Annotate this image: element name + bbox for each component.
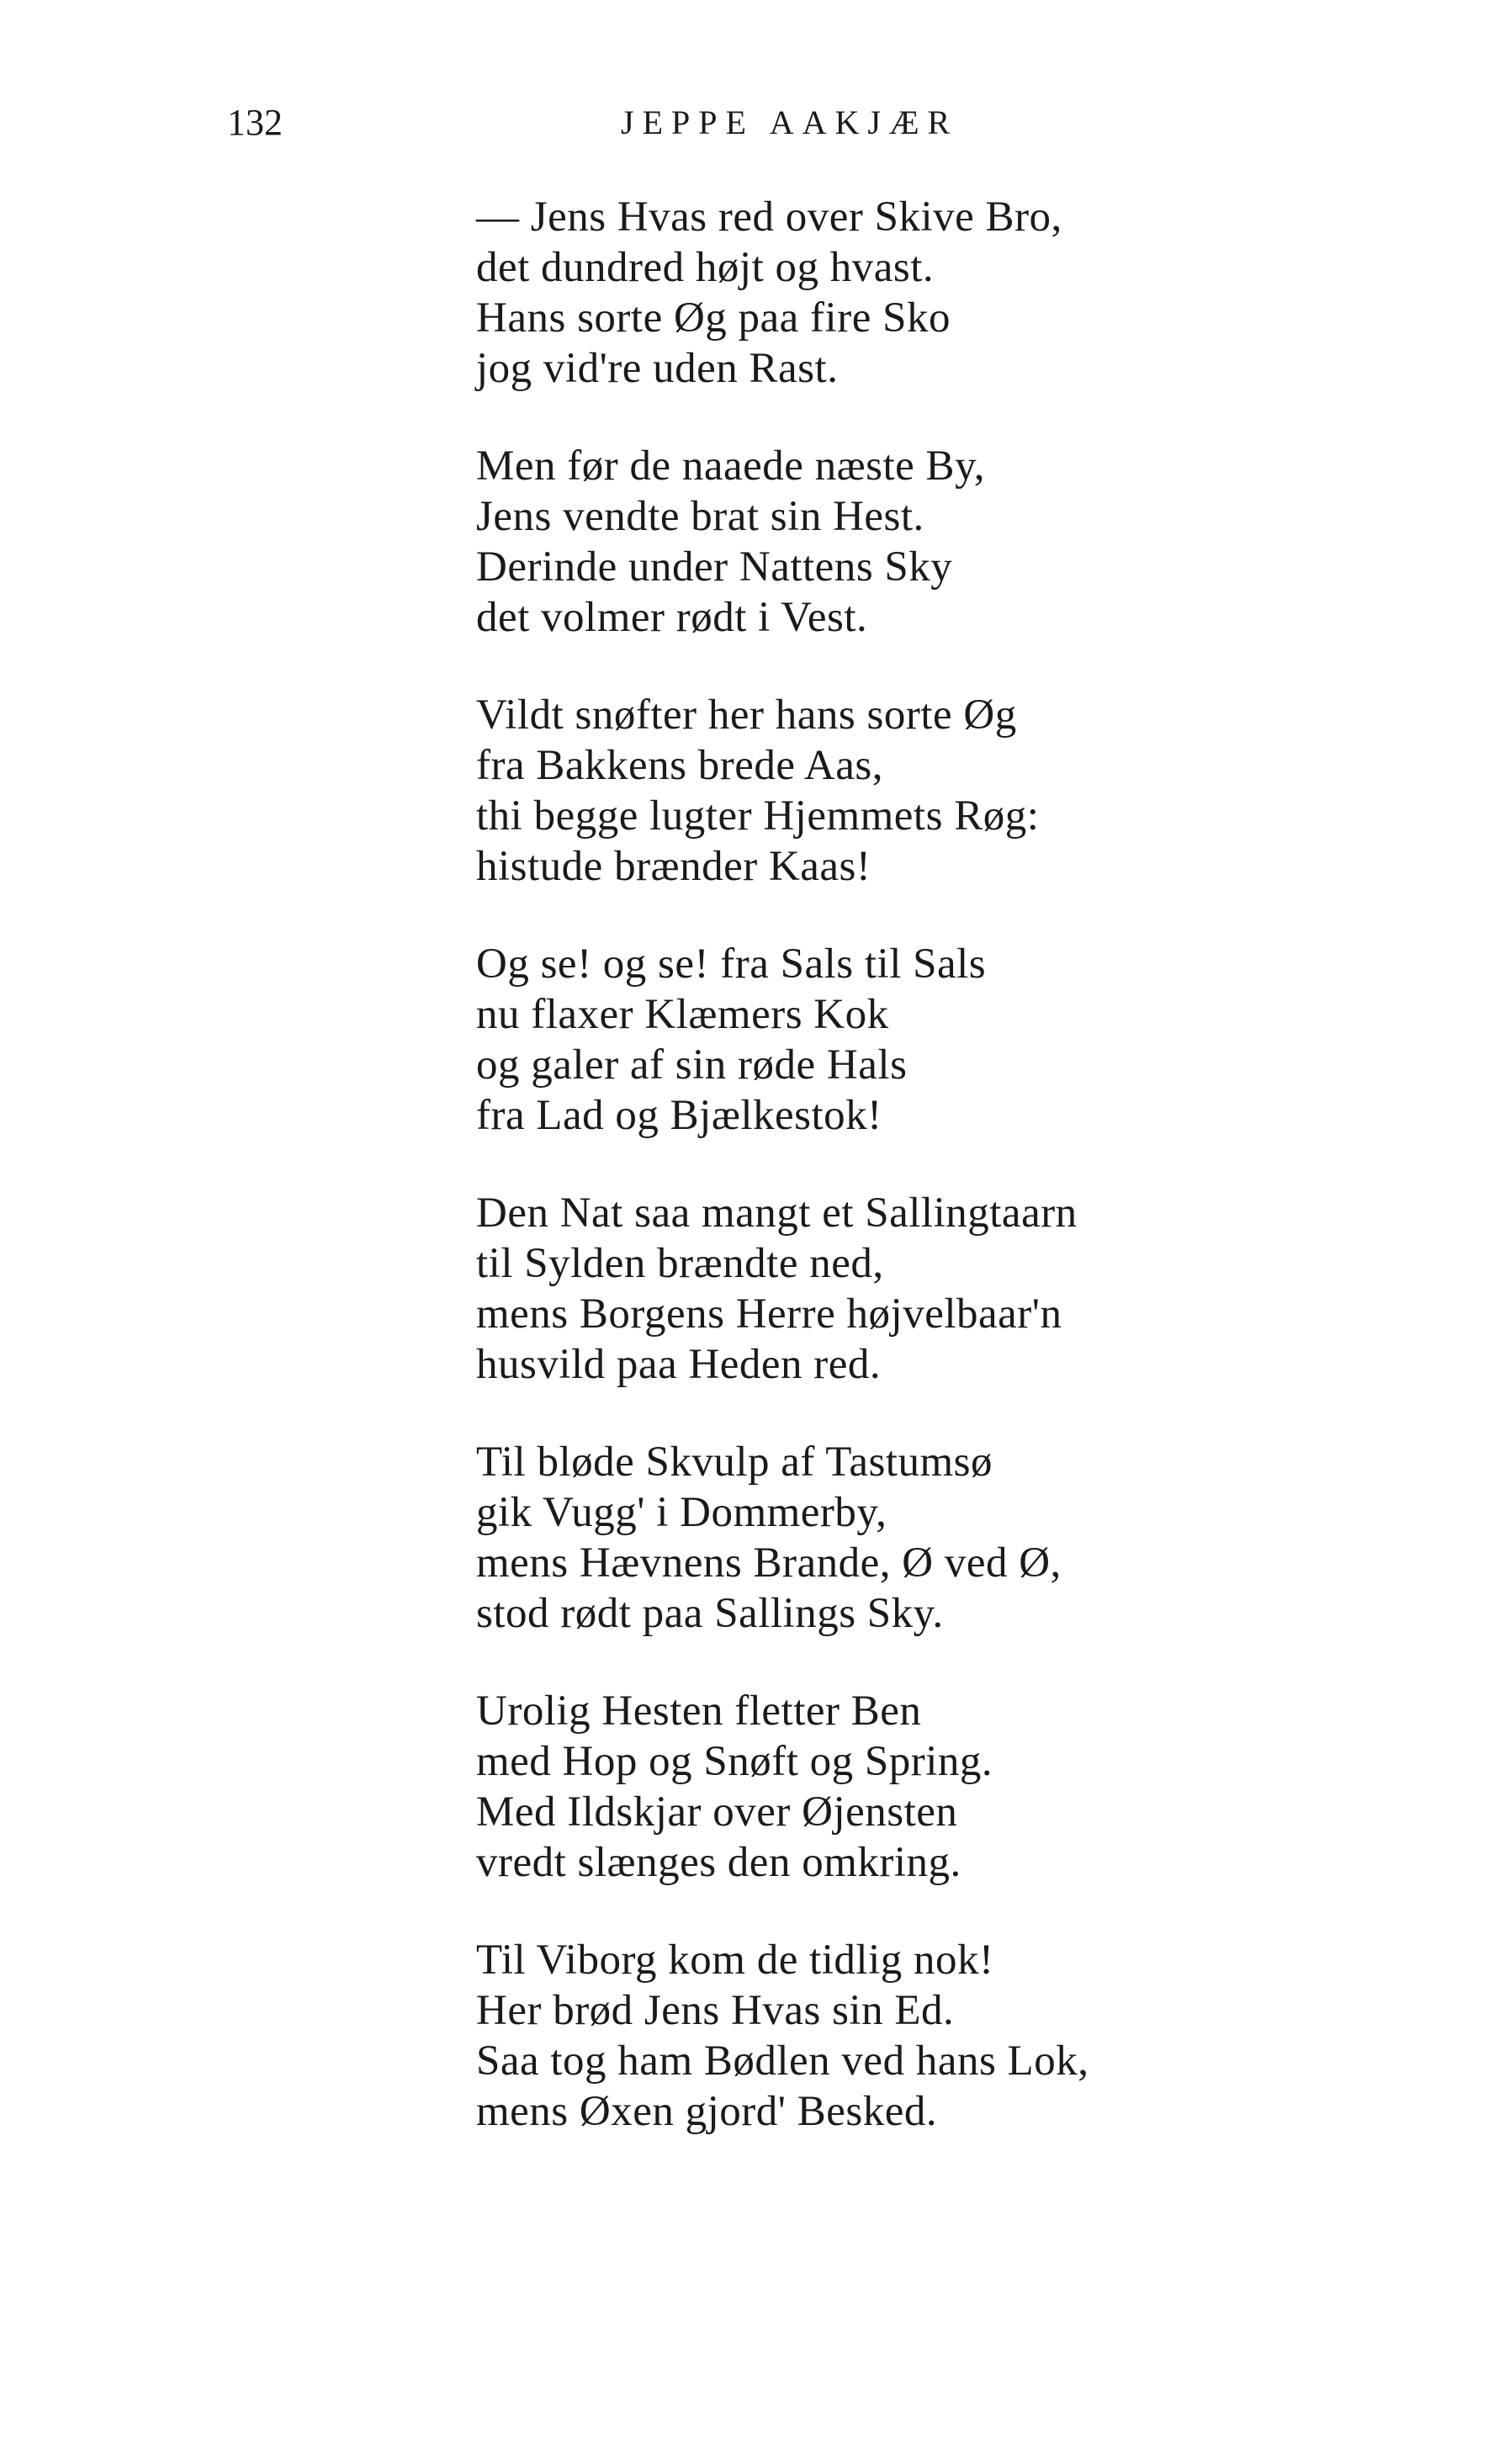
stanza [476, 1686, 1418, 1935]
poem-line: det volmer rødt i Vest. [476, 594, 868, 641]
poem-line: Her brød Jens Hvas sin Ed. [476, 1987, 955, 2034]
poem-line: nu flaxer Klæmers Kok [476, 991, 889, 1038]
poem-line: thi begge lugter Hjemmets Røg: [476, 792, 1040, 840]
poem-line: jog vid're uden Rast. [476, 345, 839, 392]
poem-line: Saa tog ham Bødlen ved hans Lok, [476, 2037, 1089, 2085]
poem-line: det dundred højt og hvast. [476, 244, 935, 291]
poem-line: Den Nat saa mangt et Sallingtaarn [476, 1190, 1078, 1237]
stanza [476, 939, 1418, 1188]
stanza [476, 1188, 1418, 1437]
poem-line: Men før de naaede næste By, [476, 442, 986, 490]
stanza [476, 192, 1418, 441]
poem [476, 192, 1418, 2184]
poem-line: mens Øxen gjord' Besked. [476, 2088, 938, 2135]
poem-line: histude brænder Kaas! [476, 843, 871, 890]
poem-line: og galer af sin røde Hals [476, 1041, 908, 1089]
stanza [476, 690, 1418, 939]
poem-line: Med Ildskjar over Øjensten [476, 1788, 958, 1836]
stanza [476, 1437, 1418, 1686]
poem-line: Til bløde Skvulp af Tastumsø [476, 1439, 993, 1486]
poem-line: Derinde under Nattens Sky [476, 543, 953, 591]
poem-line: stod rødt paa Sallings Sky. [476, 1590, 944, 1637]
stanza [476, 441, 1418, 690]
poem-line: Og se! og se! fra Sals til Sals [476, 941, 987, 988]
poem-line: med Hop og Snøft og Spring. [476, 1738, 993, 1785]
poem-line: Til Viborg kom de tidlig nok! [476, 1937, 994, 1984]
stanza [476, 1935, 1418, 2184]
poem-line: mens Hævnens Brande, Ø ved Ø, [476, 1539, 1062, 1587]
poem-line: Jens vendte brat sin Hest. [476, 493, 924, 540]
poem-line: Vildt snøfter her hans sorte Øg [476, 692, 1017, 739]
poem-line: til Sylden brændte ned, [476, 1240, 884, 1287]
poem-line: Urolig Hesten fletter Ben [476, 1688, 922, 1735]
page-number: 132 [227, 102, 283, 143]
poem-line: gik Vugg' i Dommerby, [476, 1489, 887, 1536]
poem-line: Hans sorte Øg paa fire Sko [476, 294, 951, 342]
poem-line: vredt slænges den omkring. [476, 1839, 961, 1886]
running-head: JEPPE AAKJÆR [621, 103, 959, 141]
poem-line: husvild paa Heden red. [476, 1341, 882, 1388]
poem-line: fra Lad og Bjælkestok! [476, 1092, 882, 1139]
poem-line: mens Borgens Herre højvelbaar'n [476, 1290, 1062, 1338]
poem-line: — Jens Hvas red over Skive Bro, [476, 193, 1062, 241]
poem-line: fra Bakkens brede Aas, [476, 742, 883, 789]
